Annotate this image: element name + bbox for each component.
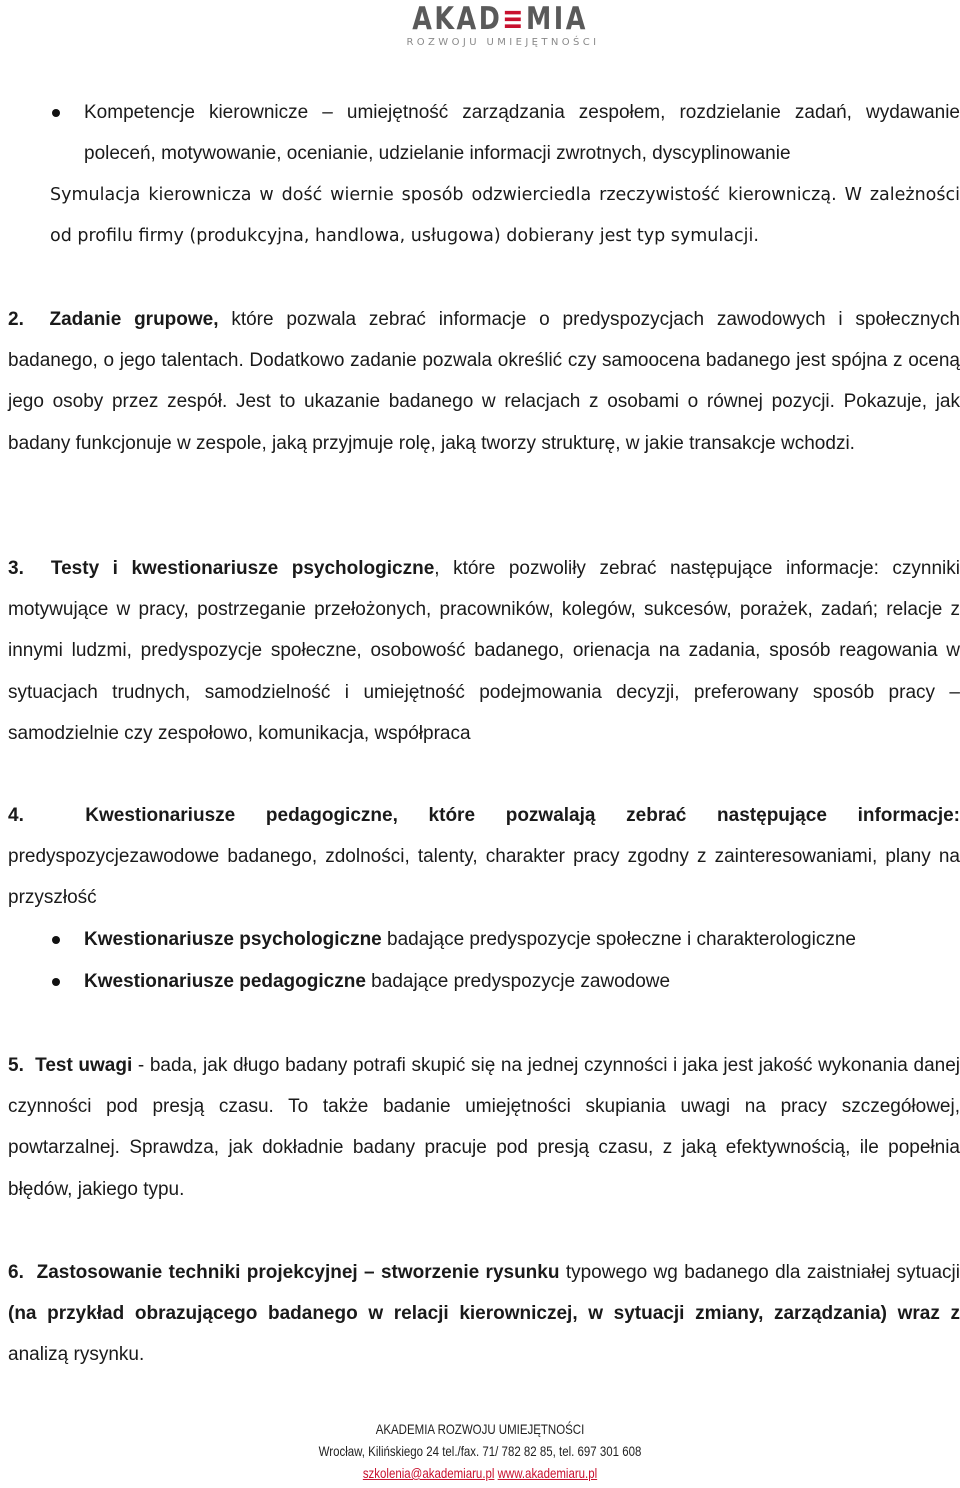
section-5-body: - bada, jak długo badany potrafi skupić się na jednej czynności i jaka jest jakość wykonania danej czynności pod presją czasu. To także badanie umiejętności skupiania uwagi na pracy szczegółowej, powtarzalnej. Sprawdza, jak dokładnie badany pracuje pod presją czasu, z jaką efektywnością, ile popełnia błędów, jakiego typu. [8, 1055, 960, 1200]
bullet-ped-questionnaires [84, 961, 960, 1002]
section-6-body: typowego wg badanego dla zaistniałej sytuacji [559, 1262, 960, 1283]
section-3-heading: Testy i kwestionariusze psychologiczne [50, 558, 435, 579]
bullet-text: badające predyspozycje społeczne i charakterologiczne [381, 929, 856, 950]
bullet-line-2: poleceń, motywowanie, ocenianie, udzielanie informacji zwrotnych, dyscyplinowanie [84, 143, 791, 165]
logo-red-e-mark: ≡ [502, 1, 526, 37]
bullet-icon [52, 109, 60, 117]
bullet-line-1: Kompetencje kierownicze – umiejętność zarządzania zespołem, rozdzielanie zadań, wydawanie [84, 102, 960, 123]
section-4 [8, 795, 960, 919]
logo-subtitle: ROZWOJU UMIEJĘTNOŚCI [406, 37, 600, 48]
bullet-text: badające predyspozycje zawodowe [365, 971, 671, 992]
bullet-bold-label: Kwestionariusze pedagogiczne [84, 971, 366, 992]
section-2 [8, 299, 960, 464]
section-5-number: 5. [8, 1055, 24, 1076]
logo-wordmark: AKAD≡MIA [412, 1, 588, 37]
bullet-icon [52, 978, 60, 986]
company-logo [0, 2, 960, 50]
section-4-heading: Kwestionariusze pedagogiczne, które pozwalają zebrać następujące informacje: [85, 805, 960, 826]
section-5-heading: Test uwagi [35, 1055, 133, 1076]
simulation-paragraph: Symulacja kierownicza w dość wiernie sposób odzwierciedla rzeczywistość kierowniczą. W zależności od profilu firmy (produkcyjna, handlowa, usługowa) dobierany jest typ symulacji. [50, 185, 960, 247]
section-3-body: , które pozwoliły zebrać następujące informacje: czynniki motywujące w pracy, postrzeganie przełożonych, pracowników, kolegów, sukcesów, porażek, zadań; relacje z innymi ludzmi, predyspozycje społeczne, osobowość badanego, orienacja na zadania, sposób reagowania w sytuacjach trudnych, samodzielność i umiejętność podejmowania decyzji, preferowany sposób pracy – samodzielnie czy zespołowo, komunikacja, współpraca [8, 558, 960, 744]
footer-company: AKADEMIA ROZWOJU UMIEJĘTNOŚCI [375, 1421, 585, 1437]
section-2-body: które pozwala zebrać informacje o predyspozycjach zawodowych i społecznych badanego, o jego talentach. Dodatkowo zadanie pozwala określić czy samoocena badanego jest spójna z oceną jego osoby przez zespół. Jest to ukazanie badanego w relacjach z osobami o równej pozycji. Pokazuje, jak badany funkcjonuje w zespole, jaką przyjmuje rolę, jaką tworzy strukturę, w jakie transakcje wchodzi. [8, 309, 960, 454]
section-6-bold-example: (na przykład obrazującego badanego w relacji kierowniczej, w sytuacji zmiany, zarządzania) wraz z [8, 1303, 960, 1325]
footer-website-link[interactable]: www.akademiaru.pl [497, 1465, 598, 1481]
footer [0, 1418, 960, 1484]
section-2-heading: Zadanie grupowe, [49, 309, 219, 330]
section-6-number: 6. [8, 1262, 24, 1283]
section-5 [8, 1045, 960, 1210]
section-3-number: 3. [8, 558, 24, 579]
bullet-managerial-competencies [84, 92, 960, 174]
footer-address: Wrocław, Kilińskiego 24 tel./fax. 71/ 782 82 85, tel. 697 301 608 [318, 1443, 642, 1459]
section-6-tail: analizą rysynku. [8, 1344, 145, 1366]
section-6-heading: Zastosowanie techniki projekcyjnej – stworzenie rysunku [36, 1262, 560, 1283]
section-4-body: predyspozycjezawodowe badanego, zdolności, talenty, charakter pracy zgodny z zainteresowaniami, plany na przyszłość [8, 846, 960, 909]
bullet-bold-label: Kwestionariusze psychologiczne [84, 929, 382, 950]
section-4-number: 4. [8, 805, 24, 826]
section-2-number: 2. [8, 309, 24, 330]
section-3 [8, 548, 960, 754]
footer-email-link[interactable]: szkolenia@akademiaru.pl [362, 1465, 495, 1481]
footer-contacts [86, 1462, 873, 1484]
bullet-psych-questionnaires [84, 919, 960, 960]
section-6 [8, 1252, 960, 1376]
bullet-icon [52, 936, 60, 944]
